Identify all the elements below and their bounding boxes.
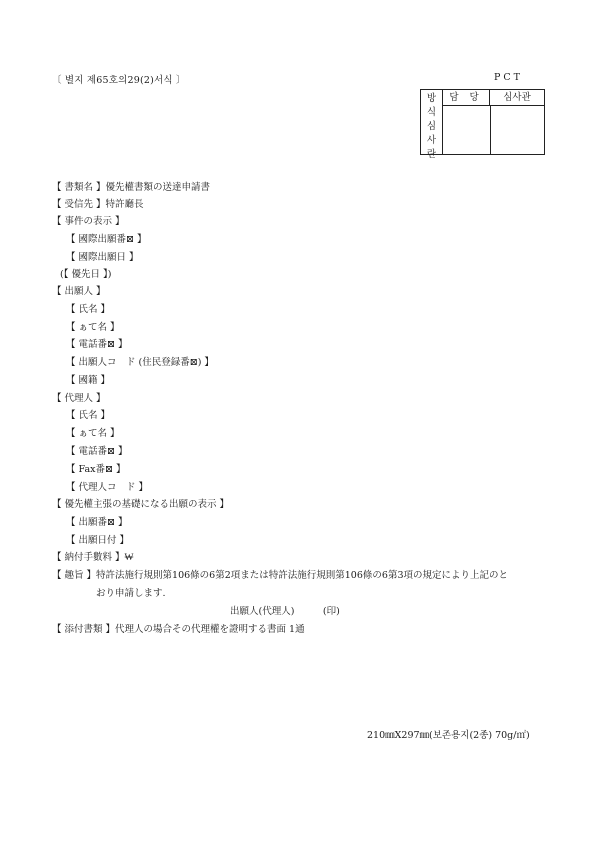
field-priority-date: (【 優先日 】) <box>60 269 112 280</box>
exam-side-char: 심 <box>426 121 437 132</box>
field-applicant-code: 【 出願人コ ド (住民登録番⊠) 】 <box>66 357 214 368</box>
field-case-display: 【 事件の表示 】 <box>52 216 125 227</box>
field-applicant-phone: 【 電話番⊠ 】 <box>66 339 128 350</box>
pct-label: PCT <box>494 72 523 83</box>
exam-divider <box>490 106 491 154</box>
field-recipient: 【 受信先 】特許廳長 <box>52 199 144 210</box>
field-priority-basis: 【 優先權主張の基礎になる出願の表示 】 <box>52 499 230 510</box>
form-number: 〔 별지 제65호의29(2)서식 〕 <box>52 75 186 86</box>
field-agent: 【 代理人 】 <box>52 393 106 404</box>
field-agent-phone: 【 電話番⊠ 】 <box>66 446 128 457</box>
field-applicant: 【 出願人 】 <box>52 286 106 297</box>
field-nationality: 【 國籍 】 <box>66 375 111 386</box>
exam-side-char: 사 <box>426 135 437 146</box>
field-intl-application-date: 【 國際出願日 】 <box>66 252 139 263</box>
field-applicant-name: 【 氏名 】 <box>66 304 111 315</box>
field-document-name: 【 書類名 】優先權書類の送達申請書 <box>52 182 211 193</box>
exam-header-examiner: 심사관 <box>503 92 531 103</box>
exam-side-char: 란 <box>426 149 437 160</box>
exam-header-row <box>443 90 544 106</box>
applicant-seal-line: 出願人(代理人) (印) <box>230 606 340 617</box>
field-purpose-continued: おり申請します. <box>96 588 166 599</box>
examination-table <box>420 89 545 160</box>
exam-side-char: 방 <box>426 93 437 104</box>
field-agent-name: 【 氏名 】 <box>66 410 111 421</box>
field-agent-code: 【 代理人コ ド 】 <box>66 482 149 493</box>
field-agent-address: 【 ぁて名 】 <box>66 428 120 439</box>
exam-side-label <box>421 90 443 160</box>
field-fee: 【 納付手數料 】₩ <box>52 552 134 563</box>
field-purpose: 【 趣旨 】特許法施行規則第106條の6第2項または特許法施行規則第106條の6第3項の規定により上記のと <box>52 570 508 581</box>
field-intl-application-number: 【 國際出願番⊠ 】 <box>66 234 147 245</box>
paper-spec-footer: 210㎜X297㎜(보존용지(2종) 70g/㎡) <box>367 730 530 741</box>
field-agent-fax: 【 Fax番⊠ 】 <box>66 464 126 475</box>
exam-header-manager: 담 당 <box>443 90 490 105</box>
field-attachments: 【 添付書類 】代理人の場合その代理權を證明する書面 1通 <box>52 624 305 635</box>
field-applicant-address: 【 ぁて名 】 <box>66 322 120 333</box>
exam-side-char: 식 <box>426 107 437 118</box>
field-application-number: 【 出願番⊠ 】 <box>66 517 128 528</box>
field-application-date: 【 出願日付 】 <box>66 535 130 546</box>
